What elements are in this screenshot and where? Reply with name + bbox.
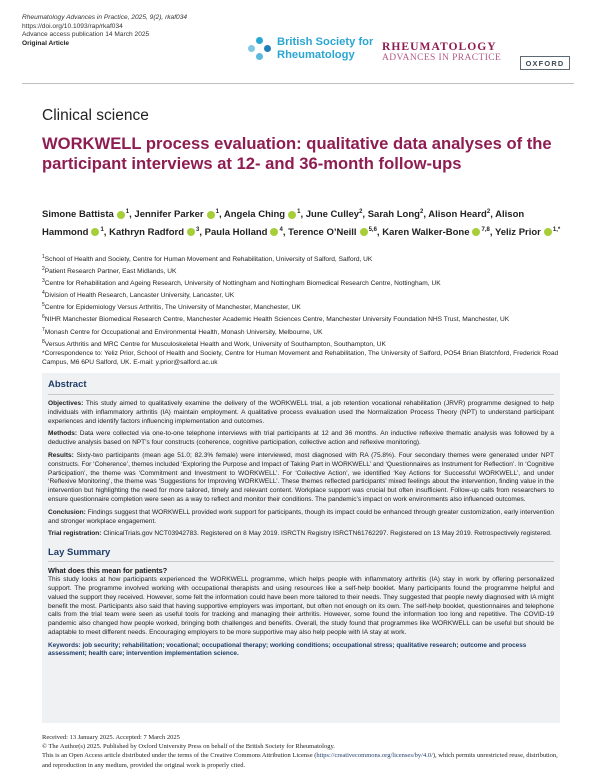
affiliation-text: Centre for Epidemiology Versus Arthritis, The University of Manchester, Manchester, UK (44, 304, 301, 312)
author (382, 227, 490, 238)
author-affiliation-sup: 4 (279, 226, 283, 233)
journal-logo-line1: RHEUMATOLOGY (382, 40, 497, 53)
author (288, 227, 377, 238)
affiliation-text: NIHR Manchester Biomedical Research Centre, Manchester Academic Health Sciences Centre, Manchester University Foundation NHS Trust, Manchester, UK (44, 316, 510, 324)
lay-summary-question: What does this mean for patients? (48, 566, 168, 576)
lay-summary-text: This study looks at how participants experienced the WORKWELL programme, which helps people with inflammatory arthritis (IA) stay in work by offering personalized support. The programme involved working with occupational therapists and using resources like a self-help booklet. Many participants found the programme helpful and valued the support they received. However, some felt the information could have been more tailored to their needs. They suggested that people newly diagnosed with IA might benefit the most. Participants also said that having supportive employers was important, but often not enough on its own. The self-help booklet, questionnaires and telephone calls from the trial team were seen as useful tools for tracking and managing their arthritis. However, some found the information too long and repetitive. The COVID-19 pandemic also changed how people worked, bringing both challenges and benefits. Overall, the study found that programmes like WORKWELL can be useful but should be adaptable to meet different needs. Encouraging employers to be more supportive may also help people with IA stay at work. (48, 576, 554, 636)
author (368, 209, 424, 220)
author-affiliation-sup: 2 (359, 209, 363, 215)
affiliation-sup: 2 (42, 266, 45, 273)
bsr-name-line1: British Society for (277, 36, 374, 48)
affiliation-text: Centre for Rehabilitation and Ageing Research, University of Nottingham and Nottingham Biomedical Research Centre, Nottingham, UK (44, 280, 441, 288)
copyright-line: © The Author(s) 2025. Published by Oxford University Press on behalf of the British Society for Rheumatology. (42, 743, 335, 751)
abstract-methods: Methods: Data were collected via one-to-one telephone interviews with trial participants at 12 and 36 months. An inductive reflexive thematic analysis was followed by a deductive analysis based on NPT’s four constructs (coherence, cognitive participation, collective action and reflexive monitoring). (48, 430, 554, 447)
affiliation-item (42, 338, 562, 350)
oxford-logo (520, 56, 570, 70)
orcid-icon[interactable] (544, 228, 552, 236)
bsr-name-line2: Rheumatology (277, 48, 355, 61)
affiliation-item (42, 253, 562, 265)
correspondence: *Correspondence to: Yeliz Prior, School of Health and Society, Centre for Human Movement and Rehabilitation, The University of Salford, PO54 Brian Blatchford, Frederick Road Campus, M6 6PU Salford, UK. E-mail: y.prior@salford.ac.uk (42, 349, 559, 366)
author-list: Simone Battista $^1$, Jennifer Parker $^1$, Angela Ching $^1$, June Culley$^2$, Sarah Long$^2$, Alison Heard$^2$, Alison Hammond $^1$, Kathryn Radford $^3$, Paula Holland $^4$, Terence O’Neill $^{5,6}$, Karen Walker-Bone $^{7,8}$, Yeliz Prior $^{1,*}$ (42, 209, 561, 238)
author-affiliation-sup: 2 (486, 209, 491, 215)
author (134, 209, 219, 220)
lay-summary-heading: Lay Summary (48, 547, 111, 559)
orcid-icon[interactable] (360, 228, 368, 236)
author (428, 209, 490, 220)
author-affiliation-sup: 2 (419, 209, 424, 215)
author-affiliation-sup: 1 (215, 209, 219, 215)
abstract-results: Results: Sixty-two participants (mean age 51.0; 82.3% female) were interviewed, most diagnosed with RA (75.8%). Four secondary themes were generated under NPT constructs. For ‘Coherence’, themes included ‘Exploring the Purpose and Impact of Taking Part in WORKWELL’ and ‘Questionnaires as Instrument for Reflection’. In ‘Cognitive Participation’, the theme was ‘Commitment and Investment to WORKWELL’. For ‘Collective Action’, we identified ‘Key Actions for Successful WORKWELL’, and under ‘Reflexive Monitoring’, the theme was ‘Suggestions for Improving WORKWELL’. These themes reflected participants’ mixed feelings about the intervention, finding value in the intervention but highlighting the need for more tailored, timely and relevant content. Workplace support was crucial but often insufficient. Follow-up calls from researchers to ensure questionnaire completion were seen as a way to reflect and monitor their conditions. The pandemic’s impact on work environments also influenced outcomes. (48, 451, 554, 503)
author-name: June Culley (305, 209, 360, 221)
license-text: This is an Open Access article distributed under the terms of the Creative Commons Attribution License (https://creativecommons.org/licenses/by/4.0/), which permits unrestricted reuse, distribution, and reproduction in any medium, provided the original work is properly cited. (42, 752, 558, 769)
affiliation-item (42, 265, 562, 277)
license-link[interactable]: https://creativecommons.org/licenses/by/4.0/ (316, 752, 433, 760)
affiliation-sup: 7 (42, 326, 45, 333)
author (109, 227, 199, 238)
lay-summary-divider (48, 561, 554, 562)
article-footer (42, 733, 562, 770)
abstract-objectives: Objectives: This study aimed to qualitatively examine the delivery of the WORKWELL trial, a job retention vocational rehabilitation (JRVR) programme designed to help individuals with inflammatory arthritis (IA) maintain employment. A qualitative process evaluation used the Normalization Process Theory (NPT) to understand participant experiences and identify factors influencing implementation and outcomes. (48, 400, 554, 425)
author (495, 227, 560, 238)
abstract-heading: Abstract (48, 379, 87, 390)
abstract-divider (48, 394, 554, 395)
affiliation-sup: 3 (42, 278, 45, 285)
author-affiliation-sup: 7,8 (481, 226, 490, 233)
abstract-conclusion: Conclusion: Findings suggest that WORKWELL provided work support for participants, though its impact could be enhanced through greater customization, early intervention and stronger workplace engagement. (48, 508, 554, 525)
article-type: Original Article (22, 39, 70, 47)
author-name: Alison Hammond (42, 209, 525, 238)
author-affiliation-sup: 1 (100, 226, 104, 233)
journal-logo-line2: ADVANCES IN PRACTICE (382, 53, 502, 63)
orcid-icon[interactable] (270, 228, 278, 236)
author-name: Sarah Long (367, 209, 420, 221)
journal-header (22, 14, 187, 48)
journal-logo (382, 40, 501, 63)
affiliation-text: School of Health and Society, Centre for Human Movement and Rehabilitation, University of Salford, Salford, UK (44, 256, 373, 264)
doi-link[interactable]: https://doi.org/10.1093/rap/rkaf034 (22, 22, 123, 30)
author-name: Angela Ching (223, 209, 286, 221)
author-name: Kathryn Radford (109, 226, 185, 238)
bsr-logo (248, 36, 373, 61)
affiliation-text: Monash Centre for Occupational and Environmental Health, Monash University, Melbourne, UK (44, 328, 323, 336)
affiliation-item (42, 313, 562, 325)
affiliation-item (42, 326, 562, 338)
author-affiliation-sup: 1,* (552, 226, 561, 233)
affiliations (42, 253, 562, 368)
affiliation-text: Patient Research Partner, East Midlands, UK (44, 268, 177, 276)
affiliation-item (42, 301, 562, 313)
author-affiliation-sup: 5,6 (368, 226, 377, 233)
affiliation-sup: 4 (42, 290, 45, 297)
abstract-trial-registration: Trial registration: ClinicalTrials.gov NCT03942783. Registered on 8 May 2019. ISRCTN Registry ISRCTN61762297. Registered on 13 May 2019. Retrospectively registered. (48, 530, 552, 538)
affiliation-item (42, 289, 562, 301)
oxford-logo-text: OXFORD (525, 59, 565, 68)
author (205, 227, 283, 238)
affiliation-item (42, 277, 562, 289)
author-affiliation-sup: 1 (125, 209, 130, 215)
affiliation-text: Versus Arthritis and MRC Centre for Musculoskeletal Health and Work, University of Southampton, Southampton, UK (44, 340, 386, 348)
author-name: Simone Battista (42, 209, 114, 221)
author-affiliation-sup: 1 (297, 209, 301, 215)
author-name: Terence O’Neill (288, 226, 357, 238)
keywords (48, 642, 554, 659)
header-divider (22, 83, 574, 84)
orcid-icon[interactable] (207, 211, 215, 219)
orcid-icon[interactable] (288, 211, 296, 219)
author-name: Jennifer Parker (134, 209, 204, 221)
author-name: Karen Walker-Bone (382, 226, 470, 238)
journal-citation: Rheumatology Advances in Practice, 2025, 9(2), rkaf034 (22, 14, 188, 21)
abstract-box (42, 373, 560, 723)
bsr-logo-mark-icon (248, 37, 272, 61)
received-accepted: Received: 13 January 2025. Accepted: 7 March 2025 (42, 734, 180, 741)
author-affiliation-sup: 3 (196, 226, 200, 233)
affiliation-sup: 8 (42, 338, 45, 345)
author-name: Paula Holland (204, 226, 268, 238)
orcid-icon[interactable] (117, 211, 125, 219)
orcid-icon[interactable] (187, 228, 195, 236)
keywords-text: job security; rehabilitation; vocational; occupational therapy; working conditions; occupational stress; qualitative research; outcome and process assessment; health care; intervention implementation science. (48, 641, 527, 658)
section-label: Clinical science (42, 107, 149, 124)
author-name: Alison Heard (428, 209, 487, 221)
author-name: Yeliz Prior (494, 226, 541, 238)
author (42, 209, 129, 220)
author (306, 209, 363, 220)
affiliation-text: Division of Health Research, Lancaster University, Lancaster, UK (44, 292, 235, 300)
affiliation-sup: 1 (42, 254, 45, 260)
article-title: WORKWELL process evaluation: qualitative data analyses of the participant interviews at 12- and 36-month follow-ups (42, 134, 552, 173)
affiliation-sup: 6 (42, 314, 45, 321)
keywords-label: Keywords: (48, 641, 81, 649)
orcid-icon[interactable] (472, 228, 480, 236)
orcid-icon[interactable] (91, 228, 99, 236)
affiliation-sup: 5 (42, 302, 45, 309)
advance-access-date: Advance access publication 14 March 2025 (22, 31, 150, 39)
author (224, 209, 301, 220)
